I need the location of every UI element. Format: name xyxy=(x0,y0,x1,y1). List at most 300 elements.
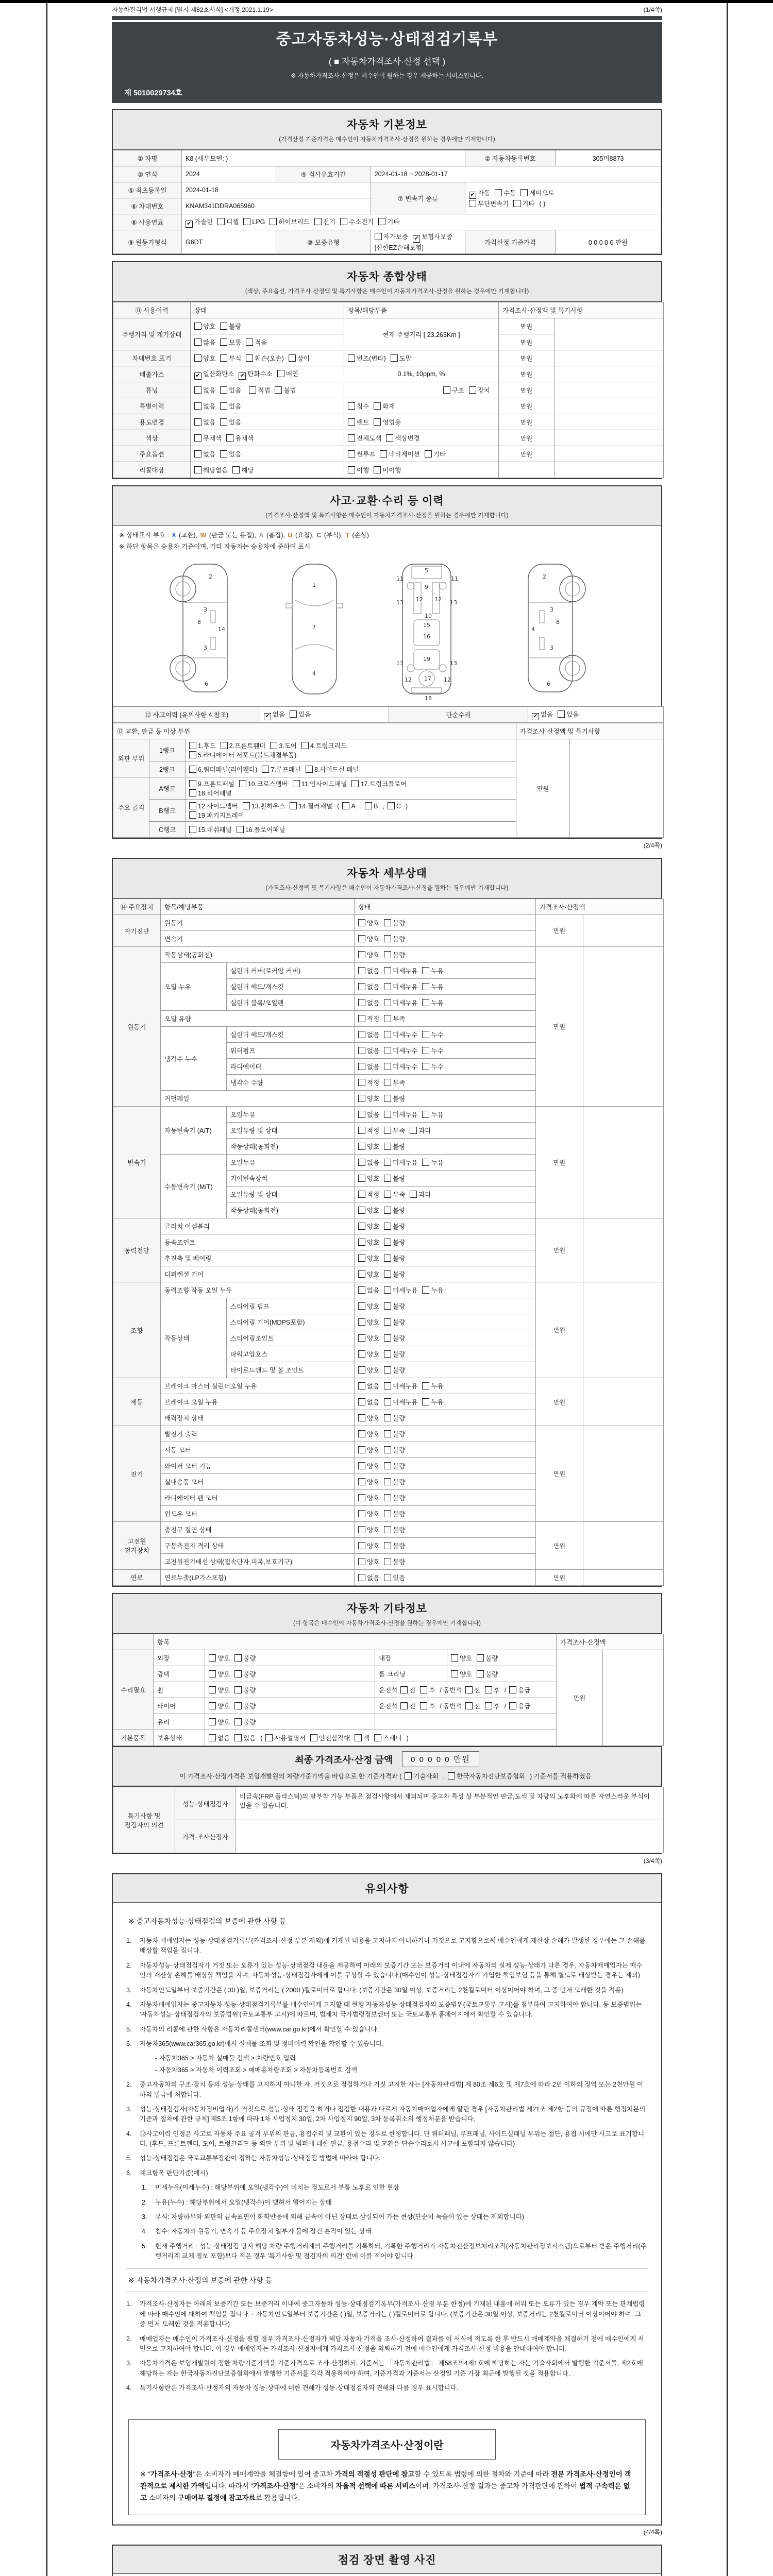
checkbox-option[interactable] xyxy=(425,449,446,459)
checkbox[interactable] xyxy=(189,751,196,758)
checkbox[interactable] xyxy=(310,1734,317,1741)
checkbox-option[interactable] xyxy=(293,779,347,788)
checkbox-option[interactable] xyxy=(209,1733,230,1742)
checkbox-option[interactable] xyxy=(358,1030,379,1039)
checkbox-option[interactable] xyxy=(348,417,369,427)
checkbox-option[interactable] xyxy=(264,709,285,720)
checkbox[interactable] xyxy=(380,450,387,457)
checkbox[interactable] xyxy=(384,1558,391,1565)
checkbox[interactable] xyxy=(209,1654,216,1662)
checkbox[interactable] xyxy=(301,742,309,749)
checkbox-option[interactable] xyxy=(384,982,417,991)
checkbox[interactable] xyxy=(234,1734,242,1741)
checkbox-option[interactable] xyxy=(374,401,395,411)
checkbox-option[interactable] xyxy=(477,1653,498,1663)
checkbox[interactable] xyxy=(384,1286,391,1294)
checkbox[interactable] xyxy=(358,1430,365,1437)
checkbox[interactable]: ✔ xyxy=(186,221,193,228)
checkbox[interactable] xyxy=(358,983,365,990)
checkbox-option[interactable] xyxy=(314,217,335,226)
checkbox-option[interactable] xyxy=(358,1094,379,1103)
checkbox[interactable] xyxy=(189,780,196,787)
checkbox-option[interactable] xyxy=(358,1317,379,1327)
checkbox[interactable] xyxy=(358,1239,365,1246)
checkbox-option[interactable] xyxy=(451,1669,472,1679)
checkbox[interactable] xyxy=(358,967,365,974)
checkbox-option[interactable] xyxy=(384,1046,417,1055)
checkbox[interactable] xyxy=(384,951,391,958)
checkbox[interactable] xyxy=(384,1127,391,1134)
checkbox-option[interactable] xyxy=(340,217,374,226)
checkbox-option[interactable] xyxy=(270,217,309,226)
checkbox[interactable] xyxy=(485,1686,492,1693)
checkbox[interactable] xyxy=(384,1398,391,1405)
checkbox[interactable] xyxy=(384,1015,391,1022)
checkbox[interactable] xyxy=(358,1255,365,1262)
checkbox-option[interactable] xyxy=(209,1717,230,1726)
checkbox[interactable] xyxy=(358,1223,365,1230)
checkbox[interactable] xyxy=(400,1686,408,1693)
checkbox-option[interactable] xyxy=(358,982,379,991)
checkbox-option[interactable] xyxy=(358,1429,379,1438)
checkbox-option[interactable] xyxy=(384,918,405,927)
checkbox[interactable] xyxy=(358,1095,365,1102)
checkbox-option[interactable] xyxy=(194,321,215,331)
checkbox[interactable] xyxy=(220,418,227,426)
checkbox[interactable] xyxy=(384,935,391,942)
checkbox-option[interactable] xyxy=(301,741,347,750)
checkbox-option[interactable] xyxy=(380,449,419,459)
checkbox[interactable] xyxy=(422,1063,429,1070)
checkbox-option[interactable] xyxy=(384,1477,405,1486)
checkbox[interactable] xyxy=(384,1462,391,1469)
checkbox-option[interactable] xyxy=(384,1333,405,1343)
checkbox-option[interactable] xyxy=(234,1653,256,1663)
checkbox[interactable] xyxy=(243,218,250,225)
checkbox[interactable] xyxy=(374,1734,381,1741)
checkbox[interactable] xyxy=(422,1286,429,1294)
checkbox-option[interactable] xyxy=(384,1078,405,1087)
checkbox-option[interactable] xyxy=(220,417,241,427)
checkbox-option[interactable] xyxy=(358,1525,379,1534)
checkbox-option[interactable] xyxy=(220,449,241,459)
checkbox-option[interactable] xyxy=(243,801,285,810)
checkbox-option[interactable] xyxy=(477,1669,498,1679)
checkbox-option[interactable] xyxy=(422,1046,443,1055)
checkbox[interactable] xyxy=(425,450,432,457)
checkbox-option[interactable] xyxy=(358,1238,379,1247)
checkbox[interactable] xyxy=(306,766,313,773)
checkbox-option[interactable] xyxy=(358,1253,379,1263)
checkbox-option[interactable] xyxy=(220,337,241,347)
checkbox[interactable] xyxy=(220,354,227,362)
checkbox-option[interactable] xyxy=(451,1653,472,1663)
checkbox[interactable] xyxy=(358,1302,365,1310)
checkbox[interactable] xyxy=(558,710,565,718)
checkbox-option[interactable] xyxy=(384,1014,405,1023)
checkbox-option[interactable] xyxy=(234,1733,256,1742)
checkbox-option[interactable] xyxy=(358,998,379,1007)
checkbox-option[interactable] xyxy=(358,1142,379,1151)
checkbox[interactable] xyxy=(384,1350,391,1358)
checkbox[interactable] xyxy=(270,742,277,749)
checkbox[interactable] xyxy=(234,1718,242,1725)
checkbox-option[interactable] xyxy=(348,353,386,363)
checkbox-option[interactable] xyxy=(384,1110,417,1119)
checkbox[interactable] xyxy=(391,354,398,362)
checkbox-option[interactable] xyxy=(465,1685,480,1694)
checkbox[interactable] xyxy=(384,1510,391,1517)
checkbox-option[interactable] xyxy=(509,1701,530,1710)
checkbox-option[interactable] xyxy=(384,1238,405,1247)
checkbox[interactable] xyxy=(289,354,296,362)
checkbox[interactable] xyxy=(358,951,365,958)
checkbox[interactable]: ✔ xyxy=(413,235,420,243)
checkbox[interactable] xyxy=(342,802,349,809)
checkbox[interactable] xyxy=(275,386,282,394)
checkbox-option[interactable] xyxy=(358,1509,379,1518)
checkbox-option[interactable] xyxy=(422,1110,443,1119)
checkbox[interactable] xyxy=(358,1079,365,1086)
checkbox[interactable] xyxy=(194,434,201,442)
checkbox-option[interactable] xyxy=(358,1477,379,1486)
checkbox-option[interactable] xyxy=(358,1365,379,1375)
checkbox-option[interactable] xyxy=(237,825,285,834)
checkbox[interactable]: ✔ xyxy=(469,192,476,199)
checkbox[interactable] xyxy=(348,402,355,410)
checkbox-option[interactable] xyxy=(384,1142,405,1151)
checkbox-option[interactable] xyxy=(384,1174,405,1183)
checkbox[interactable] xyxy=(314,218,322,225)
checkbox-option[interactable] xyxy=(384,1397,417,1406)
checkbox[interactable] xyxy=(422,1111,429,1118)
checkbox-option[interactable] xyxy=(358,1493,379,1502)
checkbox-option[interactable] xyxy=(485,1685,500,1694)
checkbox[interactable] xyxy=(384,1430,391,1437)
checkbox-option[interactable] xyxy=(189,825,232,834)
checkbox-option[interactable] xyxy=(358,1110,379,1119)
checkbox-option[interactable] xyxy=(358,1397,379,1406)
checkbox[interactable] xyxy=(234,1654,242,1662)
checkbox[interactable] xyxy=(410,1127,417,1134)
checkbox-option[interactable] xyxy=(194,449,215,459)
checkbox[interactable] xyxy=(209,1670,216,1677)
checkbox[interactable] xyxy=(239,780,246,787)
checkbox-option[interactable] xyxy=(220,321,241,331)
checkbox[interactable] xyxy=(384,1223,391,1230)
checkbox[interactable] xyxy=(262,766,269,773)
checkbox[interactable] xyxy=(469,200,476,207)
checkbox[interactable] xyxy=(348,466,355,473)
checkbox-option[interactable] xyxy=(384,1030,417,1039)
checkbox-option[interactable] xyxy=(234,1717,256,1726)
checkbox[interactable] xyxy=(209,1686,216,1693)
checkbox-option[interactable] xyxy=(348,401,369,411)
checkbox[interactable] xyxy=(358,1446,365,1453)
checkbox[interactable] xyxy=(509,1686,516,1693)
checkbox-option[interactable] xyxy=(365,802,378,810)
checkbox[interactable] xyxy=(384,1478,391,1485)
checkbox-option[interactable] xyxy=(358,1078,379,1087)
checkbox-option[interactable] xyxy=(189,788,232,798)
checkbox[interactable] xyxy=(386,434,393,442)
checkbox-option[interactable] xyxy=(189,779,234,788)
checkbox[interactable] xyxy=(358,1350,365,1358)
checkbox-option[interactable] xyxy=(306,765,359,774)
checkbox[interactable] xyxy=(422,1031,429,1038)
checkbox-option[interactable] xyxy=(220,401,241,411)
checkbox[interactable] xyxy=(384,1382,391,1389)
checkbox-option[interactable] xyxy=(420,1685,435,1694)
checkbox[interactable] xyxy=(384,1079,391,1086)
checkbox-option[interactable] xyxy=(384,1285,417,1295)
checkbox[interactable] xyxy=(513,200,520,207)
checkbox-option[interactable] xyxy=(186,217,213,228)
checkbox[interactable] xyxy=(465,1686,473,1693)
checkbox[interactable] xyxy=(243,802,250,809)
checkbox[interactable] xyxy=(209,1718,216,1725)
checkbox[interactable] xyxy=(422,1382,429,1389)
checkbox-option[interactable] xyxy=(358,1413,379,1422)
checkbox[interactable] xyxy=(384,1526,391,1533)
checkbox-option[interactable] xyxy=(194,369,234,380)
checkbox-option[interactable] xyxy=(384,1269,405,1279)
checkbox-option[interactable] xyxy=(275,385,296,395)
checkbox-option[interactable] xyxy=(189,801,238,810)
checkbox[interactable] xyxy=(189,789,196,796)
checkbox[interactable] xyxy=(477,1670,484,1677)
checkbox-option[interactable] xyxy=(209,1653,230,1663)
checkbox-option[interactable] xyxy=(384,998,417,1007)
checkbox-option[interactable] xyxy=(342,802,355,810)
checkbox-option[interactable] xyxy=(249,385,270,395)
checkbox[interactable] xyxy=(495,189,502,196)
checkbox-option[interactable] xyxy=(209,1669,230,1679)
checkbox[interactable] xyxy=(348,434,355,442)
checkbox-option[interactable] xyxy=(358,1046,379,1055)
checkbox-option[interactable] xyxy=(469,385,490,395)
checkbox[interactable] xyxy=(469,386,476,394)
checkbox-option[interactable] xyxy=(221,741,266,750)
checkbox-option[interactable] xyxy=(348,433,381,443)
checkbox-option[interactable] xyxy=(290,709,311,719)
checkbox[interactable] xyxy=(234,1686,242,1693)
checkbox[interactable] xyxy=(384,1318,391,1326)
checkbox[interactable] xyxy=(194,354,201,362)
checkbox-option[interactable] xyxy=(400,1685,415,1694)
checkbox[interactable] xyxy=(451,1670,458,1677)
checkbox[interactable] xyxy=(189,826,196,833)
checkbox-option[interactable] xyxy=(443,385,464,395)
checkbox[interactable] xyxy=(246,338,253,346)
checkbox[interactable] xyxy=(422,999,429,1006)
checkbox[interactable] xyxy=(293,780,300,787)
checkbox[interactable] xyxy=(358,999,365,1006)
checkbox[interactable] xyxy=(384,1334,391,1342)
checkbox[interactable] xyxy=(465,1702,473,1709)
checkbox-option[interactable] xyxy=(384,1541,405,1550)
checkbox-option[interactable] xyxy=(384,1381,417,1391)
checkbox-option[interactable] xyxy=(384,1158,417,1167)
checkbox-option[interactable] xyxy=(358,1014,379,1023)
checkbox[interactable] xyxy=(290,802,297,809)
checkbox[interactable] xyxy=(189,802,196,809)
checkbox[interactable] xyxy=(384,983,391,990)
checkbox[interactable] xyxy=(384,1494,391,1501)
checkbox[interactable] xyxy=(384,1111,391,1118)
checkbox-option[interactable] xyxy=(378,217,399,226)
checkbox[interactable] xyxy=(358,1191,365,1198)
checkbox[interactable]: ✔ xyxy=(239,372,246,380)
checkbox[interactable] xyxy=(358,1127,365,1134)
checkbox[interactable] xyxy=(365,802,372,809)
checkbox-option[interactable] xyxy=(386,433,419,443)
checkbox-option[interactable] xyxy=(358,1269,379,1279)
checkbox[interactable] xyxy=(220,450,227,457)
checkbox-option[interactable] xyxy=(243,218,265,226)
checkbox-option[interactable] xyxy=(422,982,443,991)
checkbox-option[interactable] xyxy=(448,1771,525,1781)
checkbox-option[interactable] xyxy=(485,1701,500,1710)
checkbox-option[interactable] xyxy=(234,1669,256,1679)
checkbox-option[interactable] xyxy=(194,385,215,395)
checkbox-option[interactable] xyxy=(413,232,452,243)
checkbox-option[interactable] xyxy=(384,934,405,943)
checkbox[interactable] xyxy=(358,1159,365,1166)
checkbox-option[interactable] xyxy=(495,188,516,197)
checkbox-option[interactable] xyxy=(384,966,417,975)
checkbox[interactable] xyxy=(384,1207,391,1214)
checkbox-option[interactable] xyxy=(405,1771,438,1781)
checkbox[interactable] xyxy=(194,323,201,330)
checkbox[interactable] xyxy=(358,1558,365,1565)
checkbox-option[interactable] xyxy=(420,1701,435,1710)
checkbox-option[interactable] xyxy=(465,1701,480,1710)
checkbox-option[interactable] xyxy=(384,1126,405,1135)
checkbox[interactable] xyxy=(340,218,347,225)
checkbox-option[interactable] xyxy=(226,433,254,443)
checkbox-option[interactable] xyxy=(358,1381,379,1391)
checkbox-option[interactable] xyxy=(290,801,332,810)
checkbox[interactable] xyxy=(400,1702,408,1709)
checkbox-option[interactable] xyxy=(384,1253,405,1263)
checkbox-option[interactable] xyxy=(358,934,379,943)
checkbox[interactable] xyxy=(358,1111,365,1118)
checkbox-option[interactable] xyxy=(277,369,298,378)
checkbox-option[interactable] xyxy=(422,998,443,1007)
checkbox-option[interactable] xyxy=(358,1301,379,1311)
checkbox[interactable] xyxy=(358,919,365,926)
checkbox-option[interactable] xyxy=(388,802,401,810)
checkbox-option[interactable] xyxy=(384,1413,405,1422)
checkbox[interactable] xyxy=(220,386,227,394)
checkbox-option[interactable] xyxy=(217,217,239,226)
checkbox-option[interactable] xyxy=(189,765,257,774)
checkbox[interactable] xyxy=(374,402,381,410)
checkbox[interactable] xyxy=(405,1772,412,1780)
checkbox[interactable] xyxy=(358,1334,365,1342)
checkbox[interactable] xyxy=(277,370,284,377)
checkbox[interactable] xyxy=(422,983,429,990)
checkbox-option[interactable] xyxy=(232,465,254,474)
checkbox[interactable] xyxy=(234,1670,242,1677)
checkbox[interactable] xyxy=(358,1382,365,1389)
checkbox-option[interactable] xyxy=(358,1158,379,1167)
checkbox[interactable] xyxy=(477,1654,484,1662)
checkbox-option[interactable] xyxy=(384,1461,405,1470)
checkbox[interactable] xyxy=(220,402,227,410)
checkbox[interactable] xyxy=(358,1542,365,1549)
checkbox[interactable] xyxy=(384,1270,391,1278)
checkbox-option[interactable] xyxy=(384,1301,405,1311)
checkbox[interactable] xyxy=(451,1654,458,1662)
checkbox[interactable] xyxy=(220,323,227,330)
checkbox-option[interactable] xyxy=(194,433,222,443)
checkbox-option[interactable] xyxy=(410,1190,431,1199)
checkbox[interactable] xyxy=(232,466,240,473)
checkbox-option[interactable] xyxy=(358,1541,379,1550)
checkbox-option[interactable] xyxy=(384,1206,405,1215)
checkbox[interactable] xyxy=(189,766,196,773)
checkbox-option[interactable] xyxy=(410,1126,431,1135)
checkbox[interactable] xyxy=(448,1772,455,1780)
checkbox[interactable] xyxy=(358,1015,365,1022)
checkbox[interactable]: ✔ xyxy=(194,372,201,380)
checkbox[interactable] xyxy=(388,802,395,809)
checkbox[interactable] xyxy=(384,1414,391,1421)
checkbox-option[interactable] xyxy=(422,1158,443,1167)
checkbox[interactable] xyxy=(221,742,228,749)
checkbox-option[interactable] xyxy=(348,465,369,474)
checkbox[interactable]: ✔ xyxy=(264,713,271,720)
checkbox[interactable] xyxy=(358,1318,365,1326)
checkbox-option[interactable] xyxy=(189,750,296,759)
checkbox[interactable] xyxy=(384,1095,391,1102)
checkbox-option[interactable] xyxy=(220,385,241,395)
checkbox[interactable] xyxy=(358,1574,365,1581)
checkbox[interactable] xyxy=(384,919,391,926)
checkbox[interactable] xyxy=(384,1143,391,1150)
checkbox[interactable] xyxy=(358,1270,365,1278)
checkbox-option[interactable] xyxy=(194,417,215,427)
checkbox-option[interactable] xyxy=(348,449,375,459)
checkbox[interactable] xyxy=(384,1574,391,1581)
checkbox-option[interactable] xyxy=(358,1222,379,1231)
checkbox-option[interactable] xyxy=(358,918,379,927)
checkbox[interactable] xyxy=(351,780,359,787)
checkbox-option[interactable] xyxy=(375,232,408,241)
checkbox[interactable] xyxy=(348,450,355,457)
checkbox-option[interactable] xyxy=(374,1733,401,1742)
checkbox-option[interactable] xyxy=(351,779,407,788)
checkbox-option[interactable] xyxy=(289,353,310,363)
checkbox-option[interactable] xyxy=(194,401,215,411)
checkbox[interactable] xyxy=(358,1526,365,1533)
checkbox-option[interactable] xyxy=(520,188,554,197)
checkbox[interactable] xyxy=(520,189,528,196)
checkbox[interactable] xyxy=(358,1510,365,1517)
checkbox-option[interactable] xyxy=(384,1445,405,1454)
checkbox-option[interactable] xyxy=(358,1285,379,1295)
checkbox-option[interactable] xyxy=(209,1701,230,1710)
checkbox-option[interactable] xyxy=(355,1733,369,1742)
checkbox[interactable] xyxy=(265,1734,273,1741)
checkbox[interactable] xyxy=(420,1702,427,1709)
checkbox[interactable] xyxy=(194,386,201,394)
checkbox[interactable] xyxy=(209,1702,216,1709)
checkbox[interactable] xyxy=(378,218,385,225)
checkbox[interactable] xyxy=(290,710,297,718)
